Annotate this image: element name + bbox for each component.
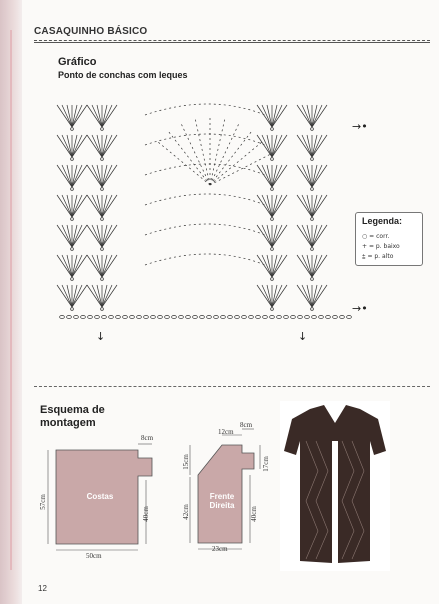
dim-label: 40cm	[141, 506, 150, 522]
legend-item: + = p. baixo	[362, 243, 400, 250]
chart-subtitle: Ponto de conchas com leques	[58, 70, 188, 80]
dim-label: 42cm	[181, 504, 190, 520]
spine-line	[10, 30, 12, 570]
dim-label: 50cm	[86, 552, 102, 560]
front-panel-label: Frente Direita	[209, 492, 235, 510]
row-arrow-icon: →•	[352, 302, 368, 315]
dim-label: 23cm	[212, 545, 228, 553]
legend-item: ○ = corr.	[362, 233, 390, 240]
dim-label: 15cm	[181, 454, 190, 470]
chart-title: Gráfico	[58, 56, 97, 68]
legend-item: ⩲ = p. alto	[362, 253, 394, 260]
header-rule	[34, 40, 430, 41]
dim-label: 17cm	[261, 456, 270, 472]
legend-title: Legenda:	[362, 216, 403, 226]
dim-label: 12cm	[218, 428, 234, 436]
back-panel-label: Costas	[86, 492, 114, 501]
garment-photo	[280, 401, 390, 571]
dim-label: 40cm	[249, 506, 258, 522]
header-rule-solid	[34, 42, 430, 43]
crochet-chart	[50, 85, 380, 325]
page-number: 12	[38, 584, 47, 593]
dim-label: 57cm	[38, 494, 47, 510]
assembly-title: Esquema de montagem	[40, 404, 105, 429]
row-arrow-icon: →•	[352, 120, 368, 133]
section-divider	[34, 386, 430, 387]
down-arrow-icon: ↓	[96, 330, 106, 343]
legend-box	[355, 212, 423, 266]
down-arrow-icon: ↓	[298, 330, 308, 343]
section-header: CASAQUINHO BÁSICO	[34, 26, 148, 37]
dim-label: 8cm	[141, 434, 154, 442]
page-spine	[0, 0, 22, 604]
dim-label: 8cm	[240, 421, 253, 429]
